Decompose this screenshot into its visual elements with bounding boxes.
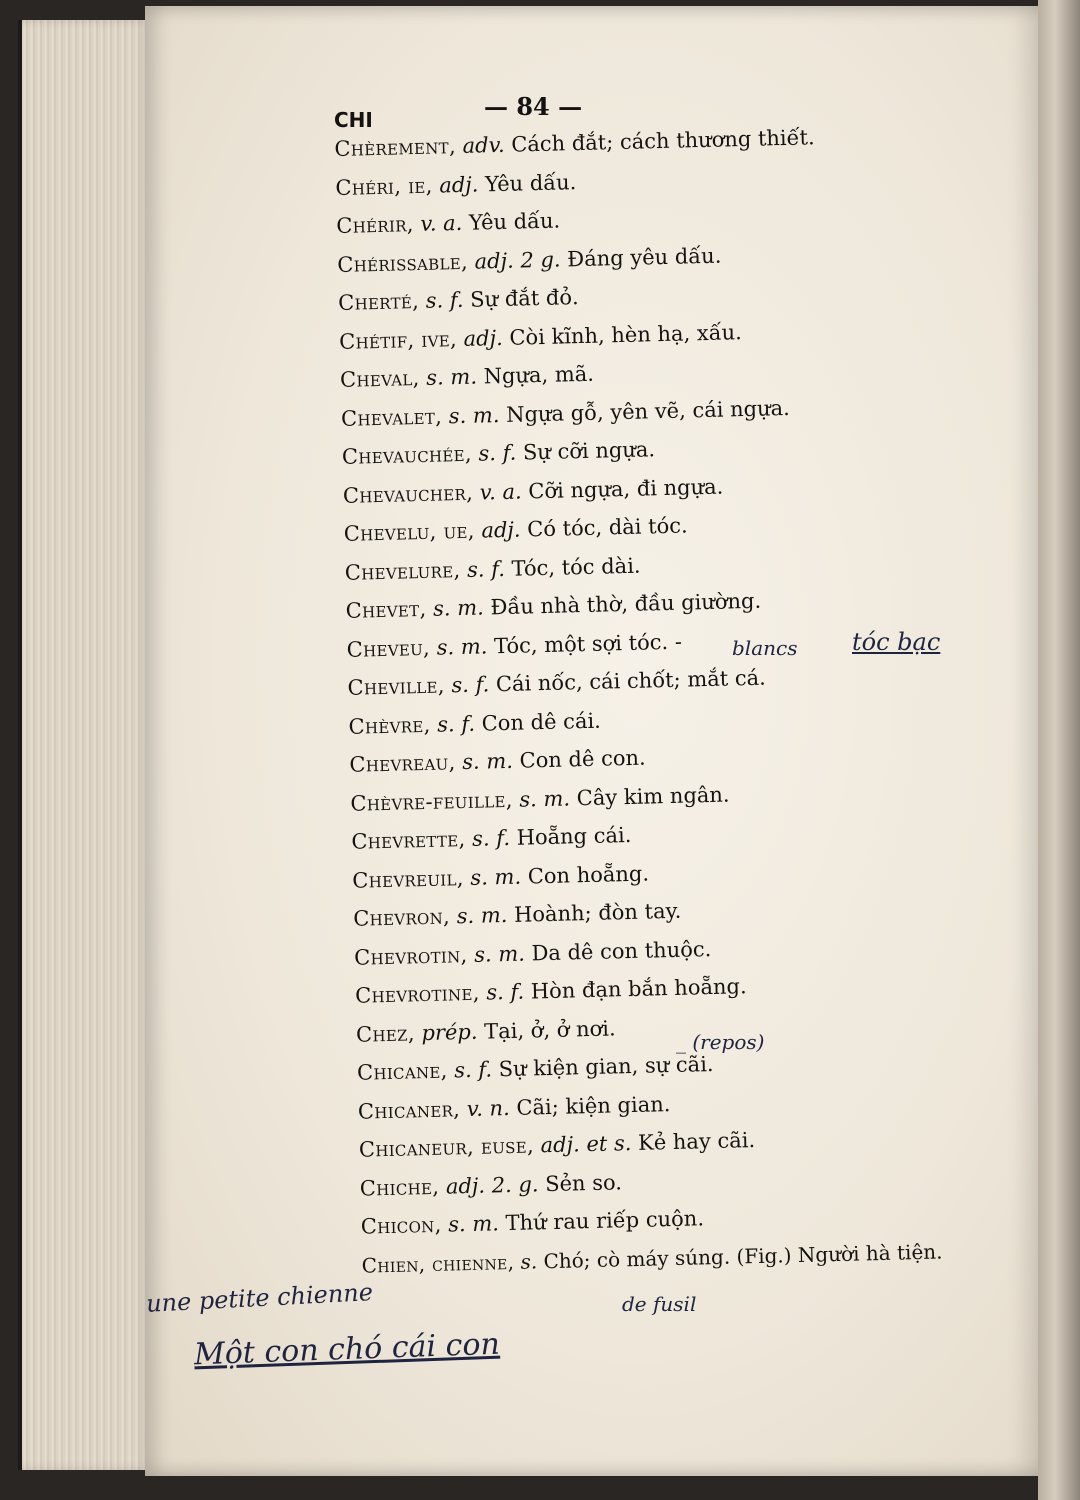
entry-gloss: Cãi; kiện gian.: [516, 1091, 671, 1120]
entry-gloss: Tại, ở, ở nơi.: [483, 1015, 616, 1044]
entry-gloss: Hoẵng cái.: [516, 822, 632, 850]
entry-grammar: s. m.: [519, 785, 571, 812]
entry-grammar: prép.: [421, 1019, 478, 1045]
entry-gloss: Da dê con thuộc.: [531, 936, 712, 965]
entry-headword: Chèvre-feuille,: [350, 787, 513, 816]
entry-headword: Chevelu, ue,: [343, 518, 476, 546]
entry-headword: Chevreuil,: [352, 865, 464, 893]
entry-gloss: Sự đắt đỏ.: [469, 285, 579, 312]
entry-gloss: Cách đắt; cách thương thiết.: [510, 125, 815, 157]
entry-grammar: v. a.: [420, 210, 463, 236]
entry-gloss: Còi kĩnh, hèn hạ, xấu.: [509, 319, 743, 350]
entry-headword: Chevalet,: [340, 403, 443, 431]
entry-gloss: Cái nốc, cái chốt; mắt cá.: [495, 665, 767, 697]
entry-headword: Chevauchée,: [341, 441, 473, 469]
entry-grammar: adj. 2 g.: [474, 247, 561, 274]
entry-gloss: Cây kim ngân.: [576, 782, 730, 810]
entry-headword: Chérissable,: [336, 249, 469, 277]
entry-headword: Chevrotine,: [354, 980, 480, 1008]
entry-gloss: Tóc, tóc dài.: [511, 553, 641, 581]
entry-headword: Cheveu,: [346, 635, 431, 662]
handwritten-de-fusil: de fusil: [622, 1292, 697, 1316]
entry-grammar: s. f.: [453, 1057, 493, 1083]
entry-headword: Chevrette,: [351, 827, 466, 854]
entry-headword: Chèvre,: [348, 712, 431, 739]
entry-gloss: Kẻ hay cãi.: [637, 1128, 756, 1155]
entry-grammar: s. f.: [436, 711, 476, 737]
handwritten-repos: _ (repos): [676, 1030, 765, 1054]
entry-gloss: Đầu nhà thờ, đầu giường.: [490, 588, 762, 620]
entry-gloss: Cỡi ngựa, đi ngựa.: [528, 474, 724, 503]
entry-headword: Chien, chienne,: [361, 1249, 515, 1278]
entry-grammar: adj. et s.: [540, 1131, 632, 1158]
entry-headword: Chicaner,: [357, 1096, 461, 1124]
entry-headword: Chevaucher,: [342, 480, 474, 508]
entry-headword: Chétif, ive,: [338, 326, 458, 354]
handwritten-viet-line: Một con chó cái con: [193, 1326, 501, 1373]
entry-grammar: s.: [520, 1248, 538, 1274]
entry-headword: Chéri, ie,: [335, 173, 433, 200]
entry-gloss: Yêu dấu.: [484, 169, 577, 196]
entry-grammar: s. m.: [432, 595, 485, 621]
entry-list: [334, 113, 1052, 1285]
entry-gloss: Sự cỡi ngựa.: [522, 437, 656, 465]
entry-gloss: Tóc, một sợi tóc. -: [493, 629, 683, 658]
entry-gloss: Chó; cò máy súng. (Fig.) Người hà tiện.: [543, 1238, 943, 1273]
handwritten-toc-bac: tóc bạc: [852, 628, 941, 656]
page-block-edge: [18, 20, 152, 1470]
handwritten-blancs: blancs: [732, 636, 798, 660]
entry-headword: Chevelure,: [344, 557, 461, 585]
entry-headword: Chérir,: [336, 212, 415, 238]
entry-headword: Chèrement,: [334, 134, 457, 161]
entry-gloss: Ngựa, mã.: [483, 361, 595, 389]
entry-grammar: adj.: [438, 171, 479, 197]
entry-grammar: v. n.: [466, 1095, 510, 1121]
entry-grammar: s. f.: [471, 825, 511, 851]
entry-headword: Chiche,: [359, 1174, 440, 1201]
entry-gloss: Hoành; đòn tay.: [513, 898, 682, 927]
entry-grammar: s. f.: [451, 672, 490, 698]
entry-grammar: s. f.: [466, 556, 506, 582]
entry-grammar: adv.: [462, 132, 505, 158]
entry-headword: Cheval,: [339, 365, 420, 392]
entry-grammar: s. m.: [425, 364, 478, 390]
entry-grammar: s. f.: [478, 440, 517, 466]
page-number: — 84 —: [484, 92, 583, 121]
entry-headword: Chez,: [355, 1020, 416, 1047]
entry-gloss: Hòn đạn bắn hoẵng.: [530, 974, 747, 1004]
entry-headword: Chicaneur, euse,: [358, 1133, 535, 1162]
entry-gloss: Thứ rau riếp cuộn.: [505, 1206, 705, 1236]
entry-gloss: Con dê con.: [519, 745, 646, 773]
entry-grammar: s. m.: [461, 748, 514, 775]
entry-grammar: s. f.: [425, 287, 464, 313]
entry-gloss: Sự kiện gian, sự cãi.: [498, 1052, 714, 1082]
entry-grammar: s. m.: [473, 941, 526, 967]
running-head: CHI: [334, 108, 373, 132]
handwritten-french-line: une petite chienne: [145, 1278, 374, 1318]
entry-grammar: adj.: [481, 517, 521, 543]
facing-page-edge: [1038, 0, 1080, 1500]
entry-headword: Cherté,: [337, 288, 420, 315]
entry-gloss: Con hoẵng.: [527, 861, 650, 888]
entry-headword: Chicon,: [360, 1212, 442, 1239]
entry-grammar: s. m.: [456, 903, 508, 929]
entry-gloss: Yêu dấu.: [468, 208, 561, 235]
entry-grammar: s. f.: [486, 979, 525, 1005]
entry-headword: Chevron,: [352, 904, 451, 931]
entry-headword: Chicane,: [356, 1058, 448, 1085]
entry-headword: Cheville,: [347, 673, 446, 700]
entry-headword: Chevrotin,: [353, 942, 468, 970]
entry-grammar: s. m.: [436, 633, 488, 660]
entry-headword: Chevet,: [345, 596, 427, 623]
entry-grammar: adj.: [463, 325, 504, 351]
entry-gloss: Sẻn so.: [544, 1169, 623, 1196]
entry-grammar: s. m.: [470, 864, 522, 890]
entry-gloss: Ngựa gỗ, yên vẽ, cái ngựa.: [505, 395, 791, 427]
entry-grammar: v. a.: [479, 479, 522, 505]
entry-gloss: Có tóc, dài tóc.: [526, 513, 688, 542]
entry-headword: Chevreau,: [349, 750, 456, 777]
entry-grammar: adj. 2. g.: [445, 1171, 539, 1199]
entry-gloss: Đáng yêu dấu.: [566, 243, 722, 271]
entry-gloss: Con dê cái.: [481, 708, 602, 736]
entry-grammar: s. m.: [448, 402, 500, 428]
entry-grammar: s. m.: [447, 1211, 500, 1237]
